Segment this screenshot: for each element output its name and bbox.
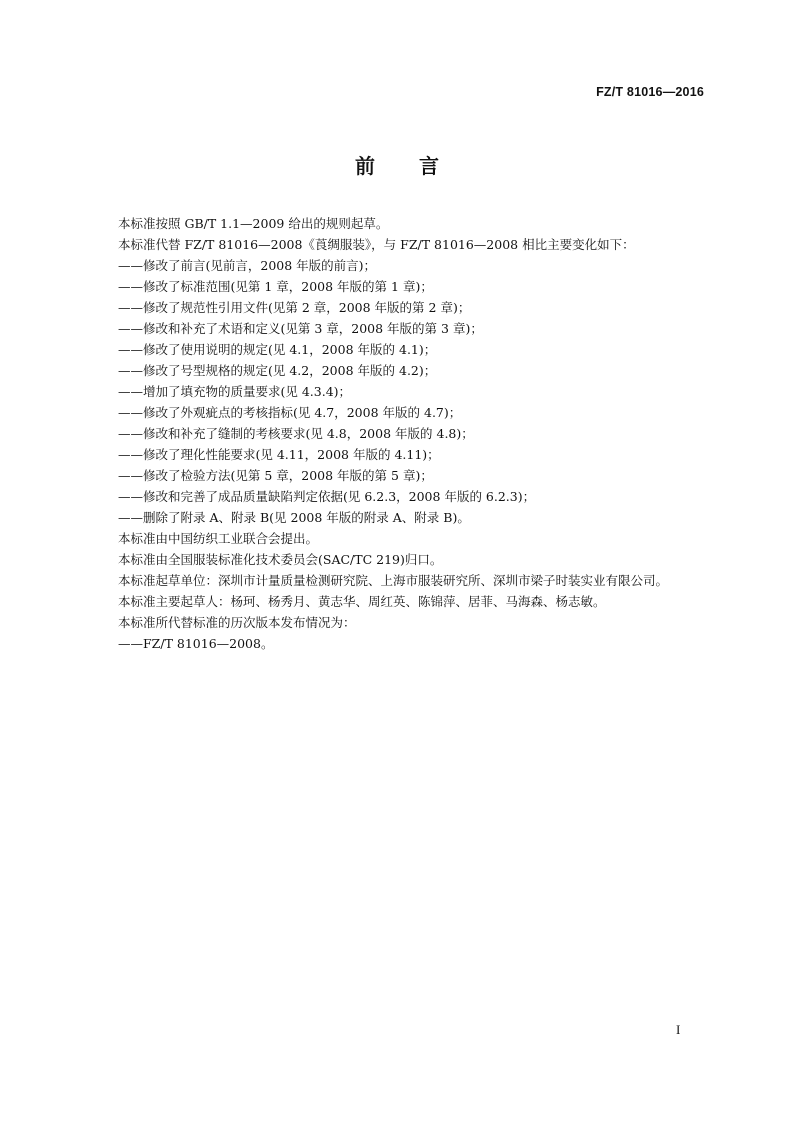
section-title-foreword: 前言 xyxy=(355,154,483,178)
previous-edition-item: ——FZ/T 81016—2008。 xyxy=(118,636,274,651)
foreword-line: 本标准起草单位：深圳市计量质量检测研究院、上海市服装研究所、深圳市梁子时装实业有限公司。 xyxy=(118,573,669,588)
change-item: ——修改了规范性引用文件(见第 2 章，2008 年版的第 2 章)； xyxy=(118,300,471,315)
foreword-line: 本标准按照 GB/T 1.1—2009 给出的规则起草。 xyxy=(118,216,389,231)
change-item: ——修改了标准范围(见第 1 章，2008 年版的第 1 章)； xyxy=(118,279,433,294)
change-item: ——修改和补充了缝制的考核要求(见 4.8，2008 年版的 4.8)； xyxy=(118,426,474,441)
foreword-body xyxy=(118,213,718,654)
change-item: ——修改了使用说明的规定(见 4.1，2008 年版的 4.1)； xyxy=(118,342,437,357)
foreword-line: 本标准所代替标准的历次版本发布情况为： xyxy=(118,615,356,630)
change-item: ——删除了附录 A、附录 B(见 2008 年版的附录 A、附录 B)。 xyxy=(118,510,470,525)
change-item: ——修改了外观疵点的考核指标(见 4.7，2008 年版的 4.7)； xyxy=(118,405,462,420)
foreword-line: 本标准代替 FZ/T 81016—2008《莨绸服装》，与 FZ/T 81016—2008 相比主要变化如下： xyxy=(118,237,635,252)
foreword-line: 本标准由中国纺织工业联合会提出。 xyxy=(118,531,319,546)
change-item: ——增加了填充物的质量要求(见 4.3.4)； xyxy=(118,384,352,399)
change-item: ——修改了前言(见前言，2008 年版的前言)； xyxy=(118,258,377,273)
standard-code-header: FZ/T 81016—2016 xyxy=(596,85,704,99)
change-item: ——修改和补充了术语和定义(见第 3 章，2008 年版的第 3 章)； xyxy=(118,321,483,336)
page-number: I xyxy=(676,1022,681,1037)
change-item: ——修改了检验方法(见第 5 章，2008 年版的第 5 章)； xyxy=(118,468,433,483)
foreword-line: 本标准主要起草人：杨珂、杨秀月、黄志华、周红英、陈锦萍、居菲、马海森、杨志敏。 xyxy=(118,594,606,609)
foreword-line: 本标准由全国服装标准化技术委员会(SAC/TC 219)归口。 xyxy=(118,552,443,567)
change-item: ——修改和完善了成品质量缺陷判定依据(见 6.2.3，2008 年版的 6.2.3)； xyxy=(118,489,536,504)
change-item: ——修改了号型规格的规定(见 4.2，2008 年版的 4.2)； xyxy=(118,363,437,378)
change-item: ——修改了理化性能要求(见 4.11，2008 年版的 4.11)； xyxy=(118,447,440,462)
